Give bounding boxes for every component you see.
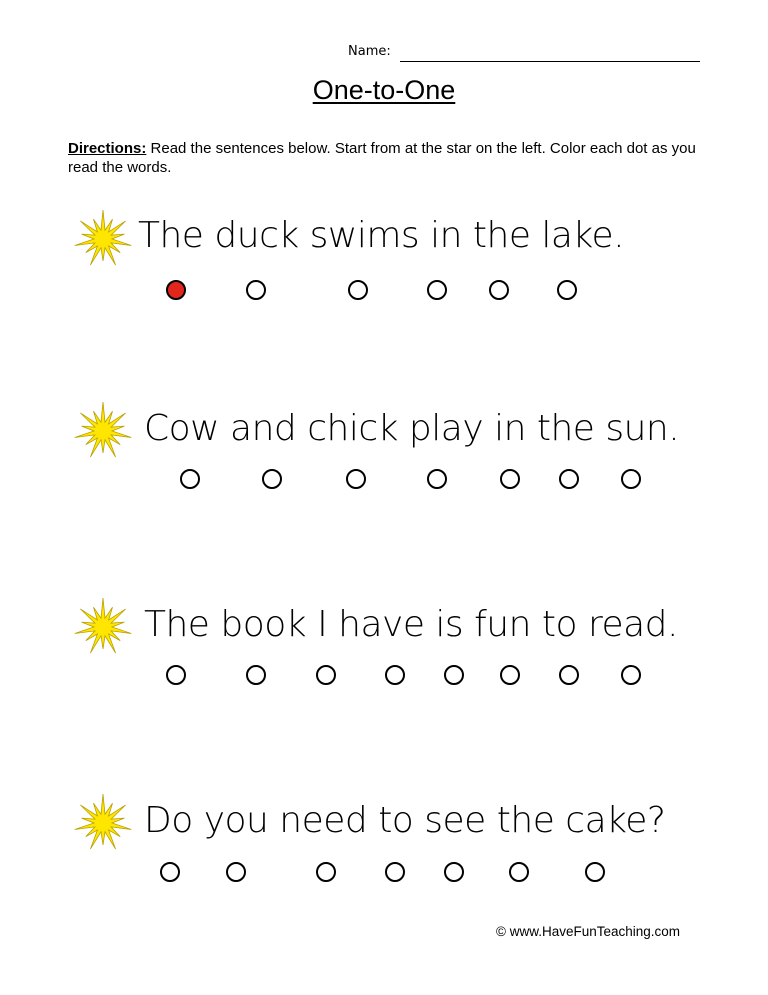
- reading-dot[interactable]: [444, 862, 464, 882]
- name-label: Name:: [348, 44, 391, 59]
- sentence-row: [0, 789, 768, 909]
- reading-dot[interactable]: [500, 665, 520, 685]
- star-icon: [74, 208, 132, 270]
- reading-dot[interactable]: [246, 280, 266, 300]
- directions-text: Read the sentences below. Start from at the star on the left. Color each dot as you read the words.: [68, 140, 696, 176]
- reading-dot[interactable]: [585, 862, 605, 882]
- directions: [68, 139, 708, 177]
- reading-dot[interactable]: [346, 469, 366, 489]
- sentence-text: Do you need to see the cake?: [144, 800, 666, 841]
- reading-dot[interactable]: [621, 665, 641, 685]
- reading-dot[interactable]: [509, 862, 529, 882]
- copyright-footer: © www.HaveFunTeaching.com: [496, 924, 681, 939]
- name-blank-line[interactable]: [400, 61, 700, 62]
- reading-dot-colored[interactable]: [166, 280, 186, 300]
- reading-dot[interactable]: [316, 665, 336, 685]
- reading-dot[interactable]: [557, 280, 577, 300]
- reading-dot[interactable]: [559, 665, 579, 685]
- reading-dot[interactable]: [316, 862, 336, 882]
- reading-dot[interactable]: [226, 862, 246, 882]
- reading-dot[interactable]: [489, 280, 509, 300]
- reading-dot[interactable]: [348, 280, 368, 300]
- reading-dot[interactable]: [160, 862, 180, 882]
- reading-dot[interactable]: [500, 469, 520, 489]
- reading-dot[interactable]: [262, 469, 282, 489]
- reading-dot[interactable]: [427, 469, 447, 489]
- reading-dot[interactable]: [621, 469, 641, 489]
- sentence-row: [0, 593, 768, 713]
- sentence-text: The book I have is fun to read.: [144, 604, 678, 645]
- sentence-row: [0, 205, 768, 325]
- reading-dot[interactable]: [385, 665, 405, 685]
- reading-dot[interactable]: [559, 469, 579, 489]
- reading-dot[interactable]: [444, 665, 464, 685]
- reading-dot[interactable]: [246, 665, 266, 685]
- reading-dot[interactable]: [385, 862, 405, 882]
- reading-dot[interactable]: [427, 280, 447, 300]
- star-icon: [74, 792, 132, 854]
- directions-label: Directions:: [68, 140, 147, 157]
- star-icon: [74, 596, 132, 658]
- sentence-row: [0, 397, 768, 517]
- sentence-text: The duck swims in the lake.: [138, 215, 625, 256]
- reading-dot[interactable]: [180, 469, 200, 489]
- reading-dot[interactable]: [166, 665, 186, 685]
- star-icon: [74, 400, 132, 462]
- sentence-text: Cow and chick play in the sun.: [144, 408, 680, 449]
- page-title: One-to-One: [312, 75, 456, 105]
